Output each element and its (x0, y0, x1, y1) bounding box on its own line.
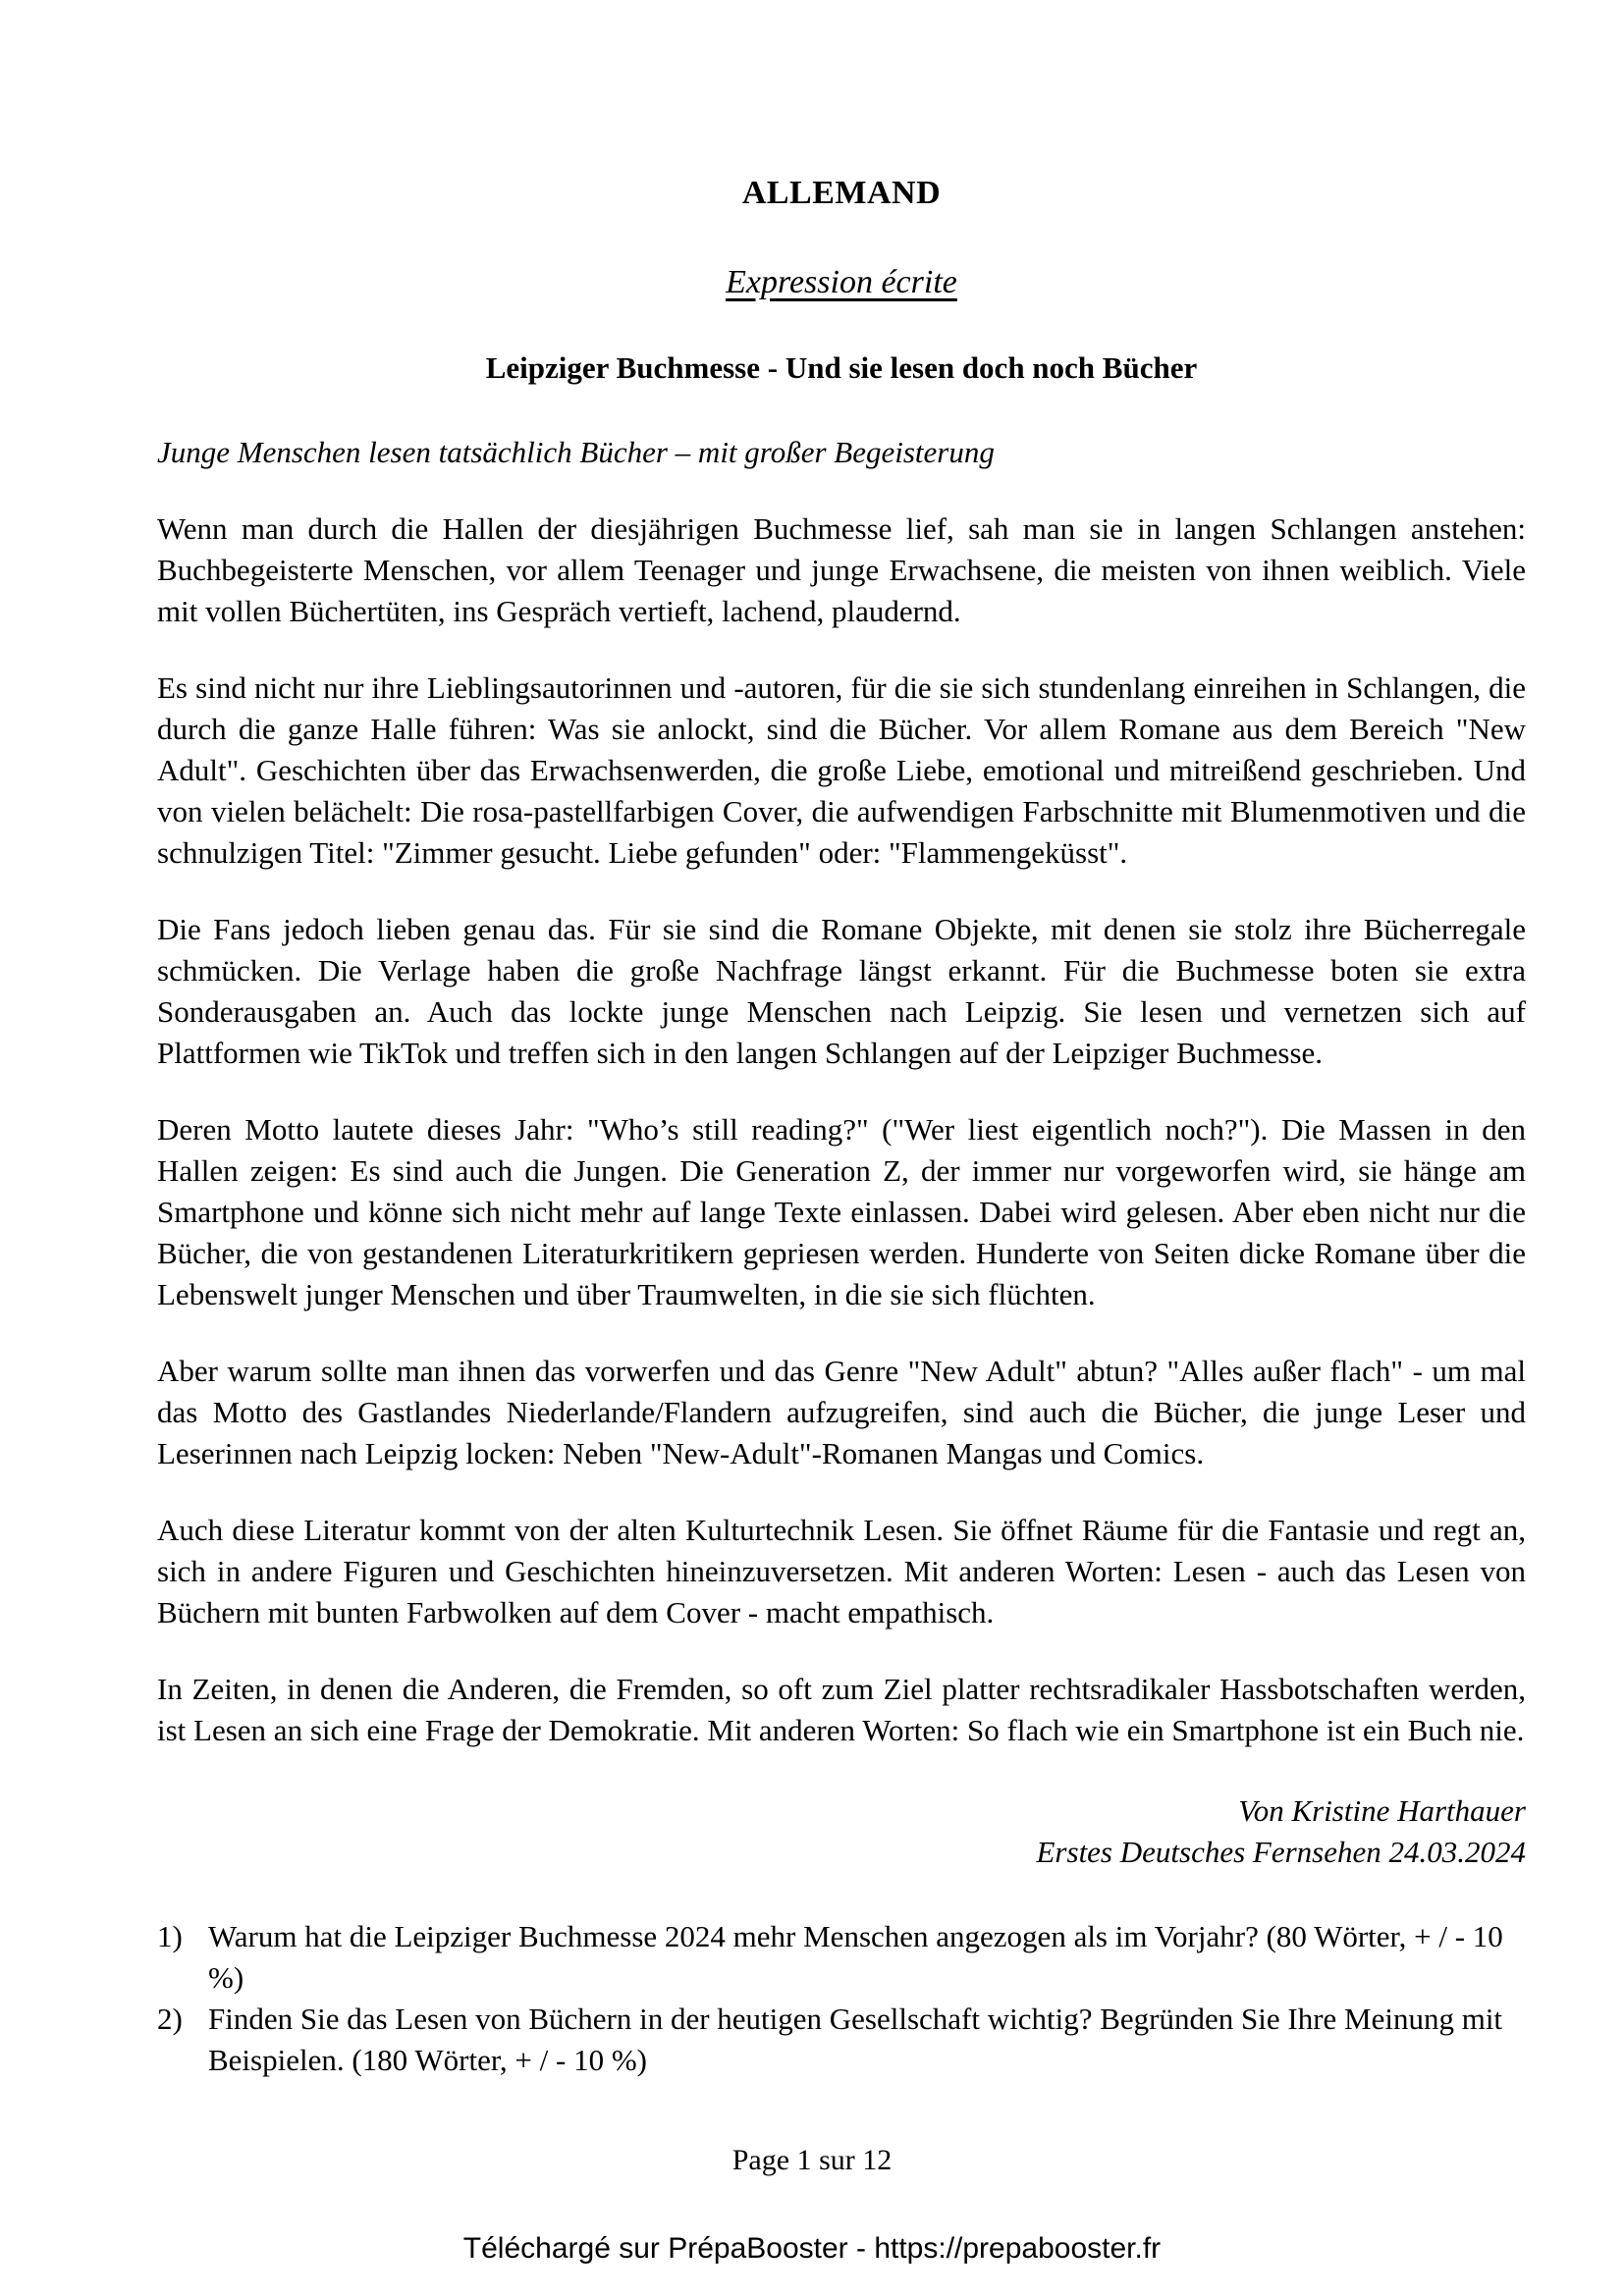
article-headline: Leipziger Buchmesse - Und sie lesen doch noch Bücher (485, 350, 1198, 385)
section-title (157, 261, 1526, 304)
question-item-2 (157, 1999, 1526, 2081)
question-text: Finden Sie das Lesen von Büchern in der heutigen Gesellschaft wichtig? Begründen Sie Ihre Meinung mit Beispielen. (180 Wörter, + / - 10 %) (208, 2002, 1503, 2077)
paragraph-2: Es sind nicht nur ihre Lieblingsautorinnen und -autoren, für die sie sich stundenlang einreihen in Schlangen, die durch die ganze Halle führen: Was sie anlockt, sind die Bücher. Vor allem Romane aus dem Bereich "New Adult". Geschichten über das Erwachsenwerden, die große Liebe, emotional und mitreißend geschrieben. Und von vielen belächelt: Die rosa-pastellfarbigen Cover, die aufwendigen Farbschnitte mit Blumenmotiven und die schnulzigen Titel: "Zimmer gesucht. Liebe gefunden" oder: "Flammengeküsst". (157, 670, 1526, 870)
section-title-text: Expression écrite (726, 264, 957, 300)
byline-author: Von Kristine Harthauer (1238, 1793, 1526, 1828)
paragraph-7: In Zeiten, in denen die Anderen, die Fremden, so oft zum Ziel platter rechtsradikaler Hassbotschaften werden, ist Lesen an sich eine Frage der Demokratie. Mit anderen Worten: So flach wie ein Smartphone ist ein Buch nie. (157, 1672, 1526, 1747)
byline-source: Erstes Deutsches Fernsehen 24.03.2024 (1036, 1835, 1526, 1869)
question-text: Warum hat die Leipziger Buchmesse 2024 mehr Menschen angezogen als im Vorjahr? (80 Wörter, + / - 10 %) (208, 1919, 1503, 1995)
question-number: 1) (157, 1919, 183, 1953)
paragraph-6: Auch diese Literatur kommt von der alten Kulturtechnik Lesen. Sie öffnet Räume für die Fantasie und regt an, sich in andere Figuren und Geschichten hineinzuversetzen. Mit anderen Worten: Lesen - auch das Lesen von Büchern mit bunten Farbwolken auf dem Cover - macht empathisch. (157, 1513, 1526, 1629)
article-subtitle: Junge Menschen lesen tatsächlich Bücher – mit großer Begeisterung (157, 435, 995, 469)
doc-title: ALLEMAND (741, 175, 942, 211)
download-footer: Téléchargé sur PrépaBooster - https://prepabooster.fr (462, 2232, 1162, 2265)
paragraph-3: Die Fans jedoch lieben genau das. Für sie sind die Romane Objekte, mit denen sie stolz ihre Bücherregale schmücken. Die Verlage haben die große Nachfrage längst erkannt. Für die Buchmesse boten sie extra Sonderausgaben an. Auch das lockte junge Menschen nach Leipzig. Sie lesen und vernetzen sich auf Plattformen wie TikTok und treffen sich in den langen Schlangen auf der Leipziger Buchmesse. (157, 912, 1526, 1070)
paragraph-5: Aber warum sollte man ihnen das vorwerfen und das Genre "New Adult" abtun? "Alles außer flach" - um mal das Motto des Gastlandes Niederlande/Flandern aufzugreifen, sind auch die Bücher, die junge Leser und Leserinnen nach Leipzig locken: Neben "New-Adult"-Romanen Mangas und Comics. (157, 1354, 1526, 1470)
page-number: Page 1 sur 12 (731, 2144, 893, 2176)
question-number: 2) (157, 2002, 183, 2036)
question-list (157, 1916, 1526, 2081)
byline (157, 1790, 1526, 1873)
question-item-1 (157, 1916, 1526, 1999)
paragraph-1: Wenn man durch die Hallen der diesjährigen Buchmesse lief, sah man sie in langen Schlangen anstehen: Buchbegeisterte Menschen, vor allem Teenager und junge Erwachsene, die meisten von ihnen weiblich. Viele mit vollen Büchertüten, ins Gespräch vertieft, lachend, plaudernd. (157, 511, 1526, 628)
paragraph-4: Deren Motto lautete dieses Jahr: "Who’s still reading?" ("Wer liest eigentlich noch?"). Die Massen in den Hallen zeigen: Es sind auch die Jungen. Die Generation Z, der immer nur vorgeworfen wird, sie hänge am Smartphone und könne sich nicht mehr auf lange Texte einlassen. Dabei wird gelesen. Aber eben nicht nur die Bücher, die von gestandenen Literaturkritikern gepriesen werden. Hunderte von Seiten dicke Romane über die Lebenswelt junger Menschen und über Traumwelten, in die sie sich flüchten. (157, 1112, 1526, 1311)
